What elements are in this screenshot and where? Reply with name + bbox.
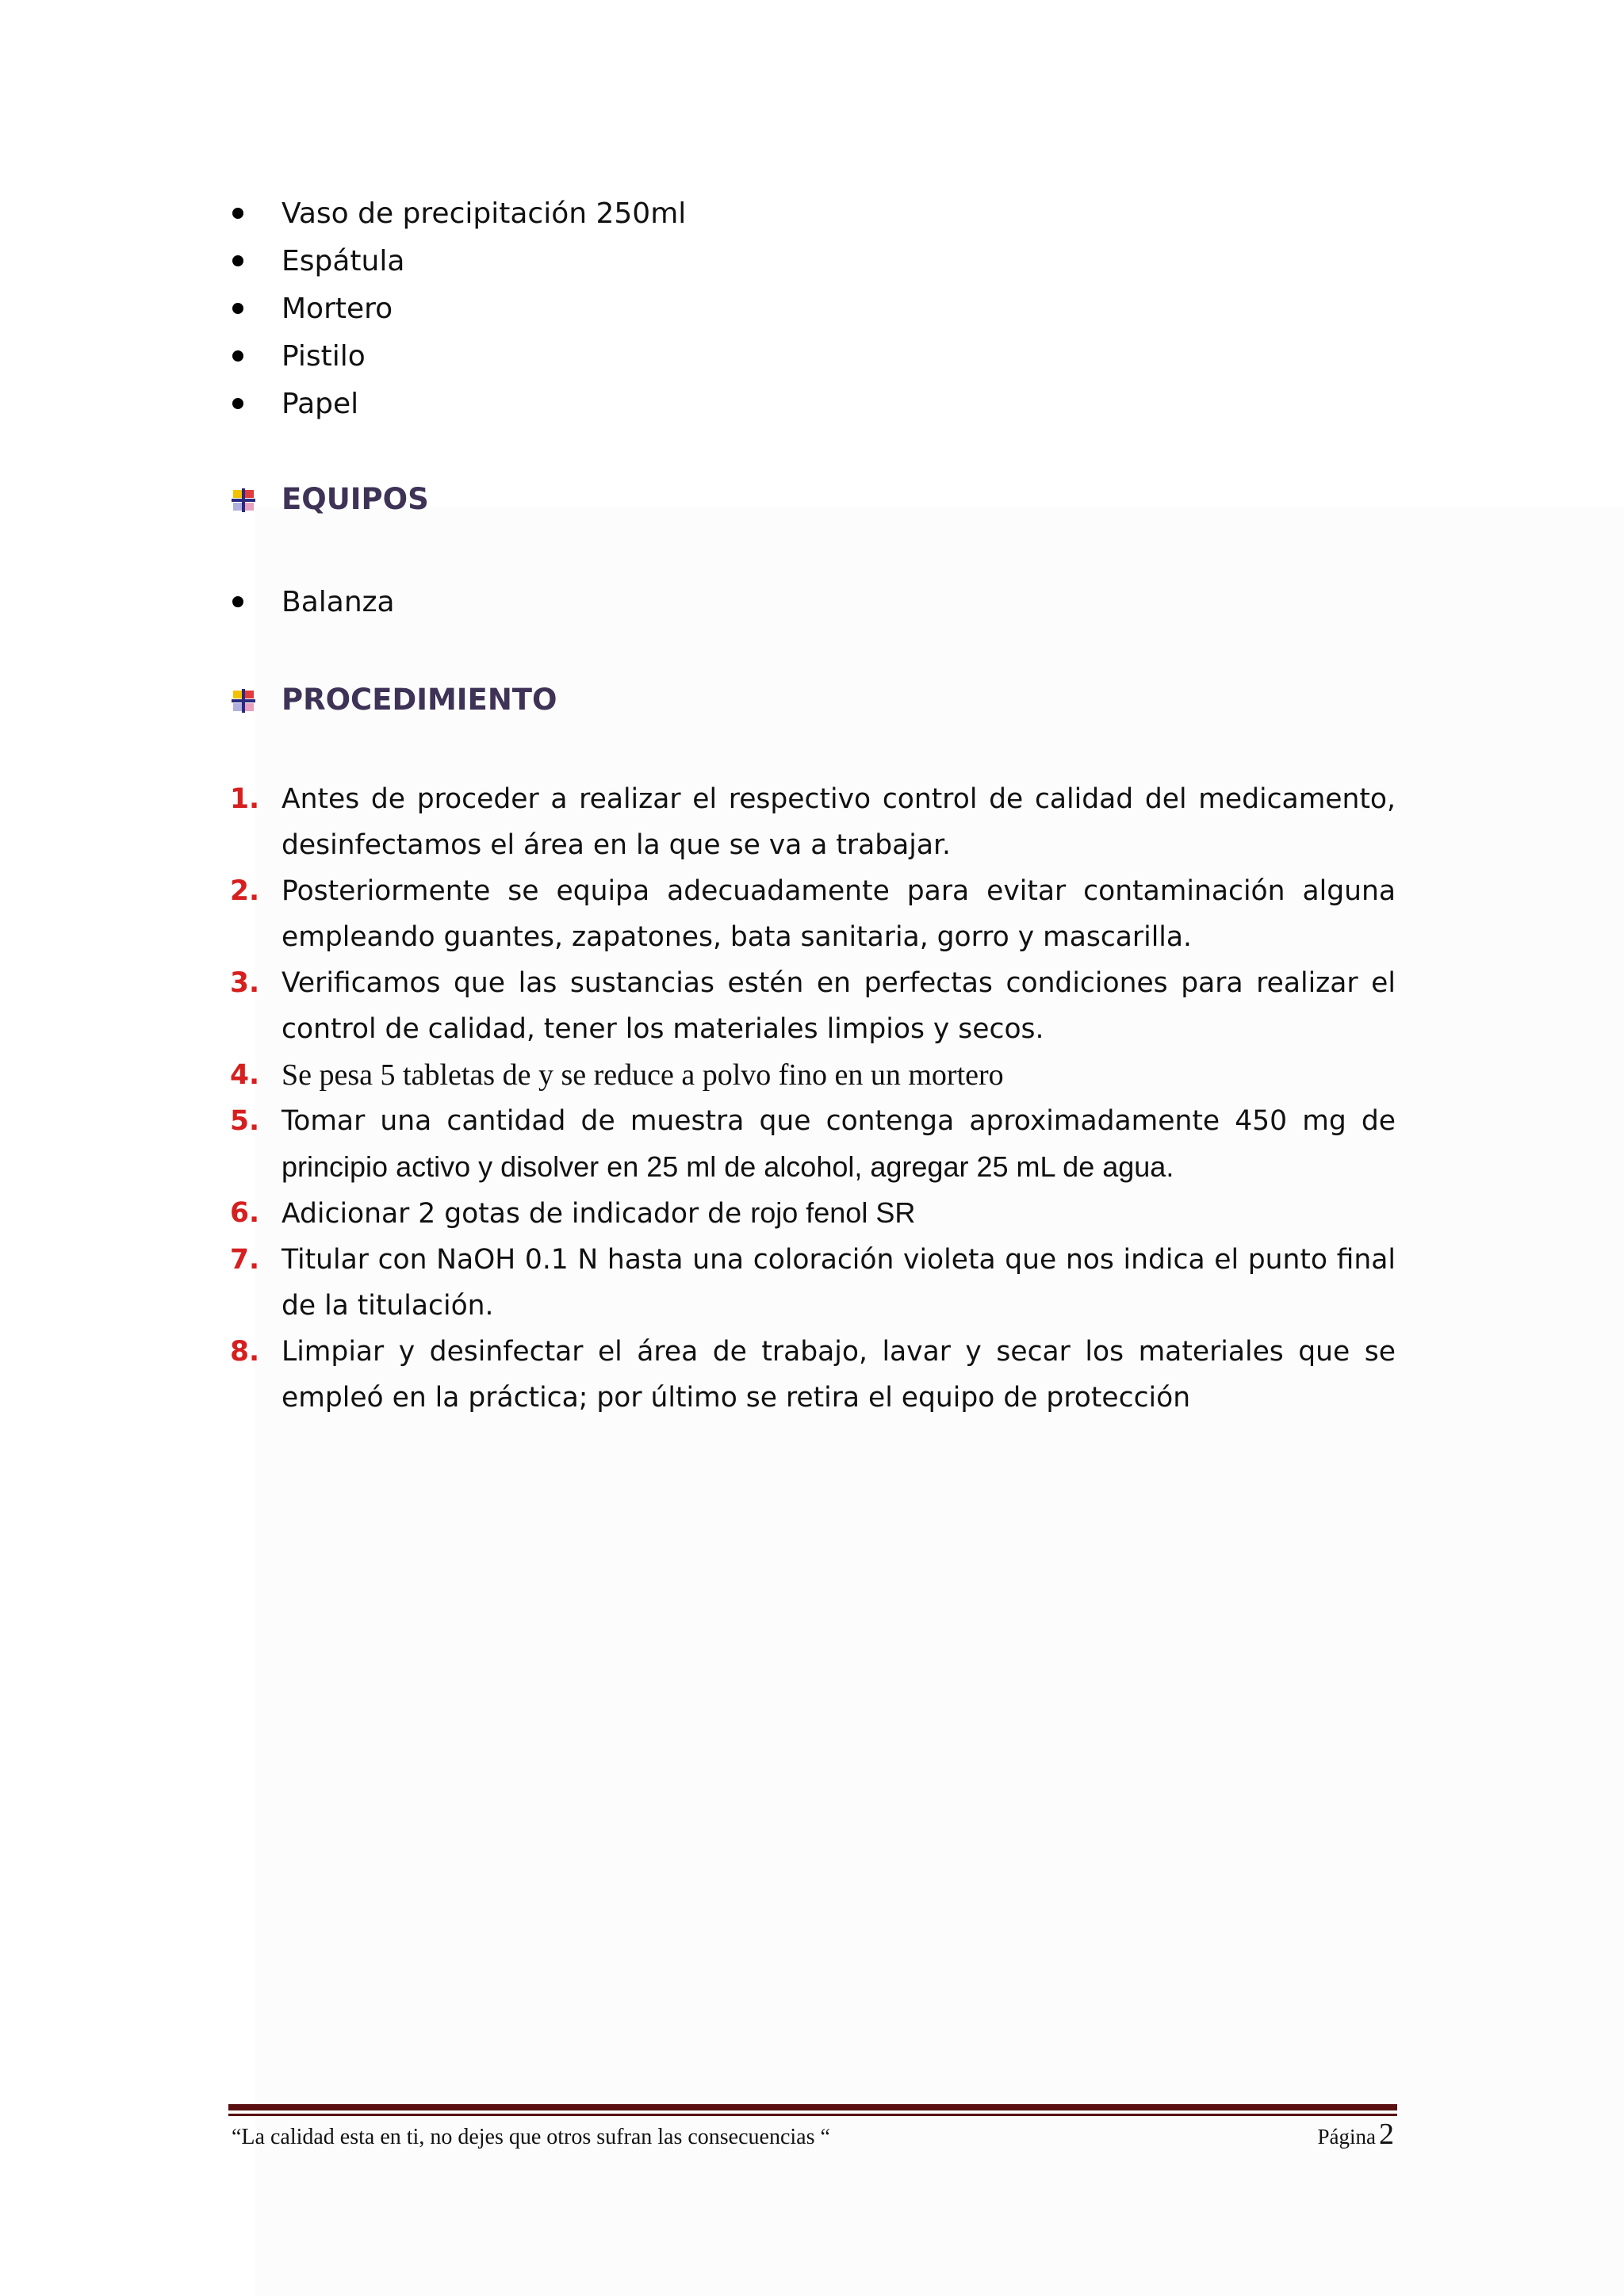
cross-arrow-icon bbox=[230, 487, 257, 514]
footer-divider-thin bbox=[228, 2114, 1397, 2116]
procedure-step-7: 7. Titular con NaOH 0.1 N hasta una coloración violeta que nos indica el punto final de la titulación. bbox=[230, 1244, 1396, 1322]
document-body bbox=[230, 190, 1396, 1421]
procedure-step-5: 5. Tomar una cantidad de muestra que contenga aproximadamente 450 mg de principio activo y disolver en 25 ml de alcohol, agregar 25 mL de agua. bbox=[230, 1105, 1396, 1183]
procedure-step-2: 2. Posteriormente se equipa adecuadamente para evitar contaminación alguna empleando guantes, zapatones, bata sanitaria, gorro y mascarilla. bbox=[230, 875, 1396, 953]
procedure-steps bbox=[230, 776, 1396, 1421]
bullet-icon bbox=[232, 350, 243, 362]
list-item: Papel bbox=[230, 381, 1396, 428]
equipos-heading: EQUIPOS bbox=[230, 476, 1396, 523]
bullet-icon bbox=[232, 255, 243, 266]
footer-divider bbox=[228, 2104, 1397, 2110]
materials-list bbox=[230, 190, 1396, 428]
cross-arrow-icon bbox=[230, 687, 257, 714]
bullet-icon bbox=[232, 303, 243, 314]
page-number: Página 2 bbox=[1317, 2118, 1394, 2151]
procedimiento-heading: PROCEDIMIENTO bbox=[230, 676, 1396, 724]
bullet-icon bbox=[232, 398, 243, 409]
procedure-step-8: 8. Limpiar y desinfectar el área de trabajo, lavar y secar los materiales que se empleó en la práctica; por último se retira el equipo de protección bbox=[230, 1336, 1396, 1414]
procedure-step-6: 6. Adicionar 2 gotas de indicador de rojo fenol SR bbox=[230, 1196, 916, 1230]
equipos-list bbox=[230, 579, 1396, 626]
bullet-icon bbox=[232, 208, 243, 219]
procedure-step-4: 4. Se pesa 5 tabletas de y se reduce a polvo fino en un mortero bbox=[230, 1058, 1004, 1092]
bullet-icon bbox=[232, 596, 243, 607]
list-item: Vaso de precipitación 250ml bbox=[230, 190, 1396, 238]
list-item: Balanza bbox=[230, 579, 1396, 626]
footer-quote: “La calidad esta en ti, no dejes que otros sufran las consecuencias “ bbox=[232, 2125, 830, 2149]
procedure-step-3: 3. Verificamos que las sustancias estén en perfectas condiciones para realizar el control de calidad, tener los materiales limpios y secos. bbox=[230, 967, 1396, 1045]
procedure-step-1: 1. Antes de proceder a realizar el respectivo control de calidad del medicamento, desinfectamos el área en la que se va a trabajar. bbox=[230, 783, 1396, 861]
list-item: Mortero bbox=[230, 285, 1396, 333]
list-item: Espátula bbox=[230, 238, 1396, 285]
list-item: Pistilo bbox=[230, 333, 1396, 381]
